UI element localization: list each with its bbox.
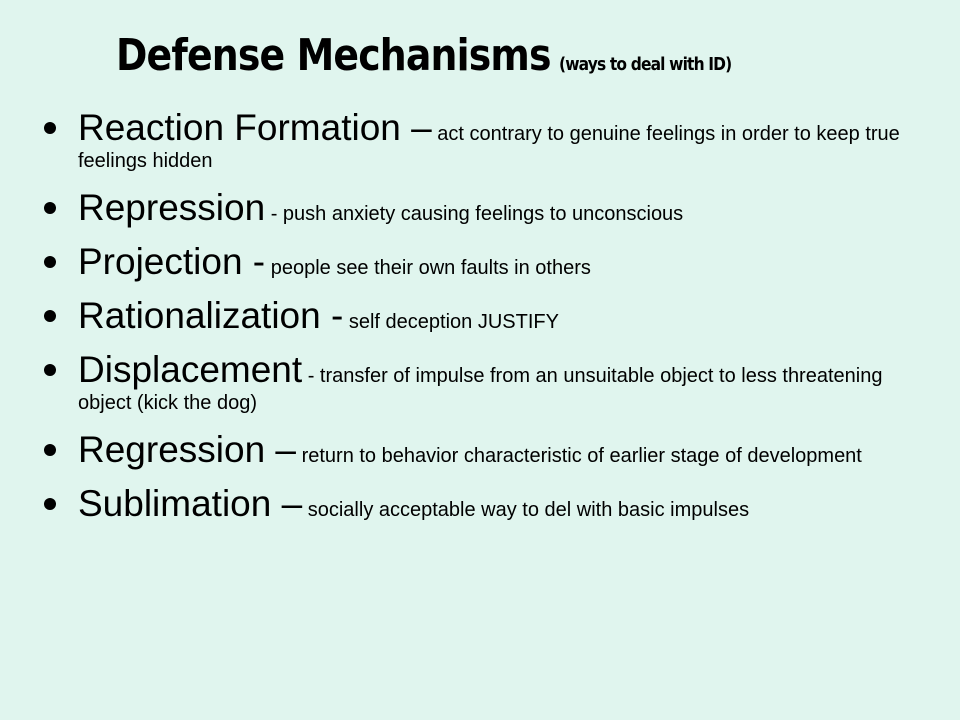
list-item <box>44 188 924 228</box>
list-item <box>44 430 924 470</box>
title-main: Defense Mechanisms <box>116 30 551 81</box>
list-item <box>44 350 924 416</box>
bullet-icon <box>44 444 56 456</box>
item-term: Projection - <box>78 241 266 282</box>
slide-title <box>116 30 760 81</box>
item-desc: self deception JUSTIFY <box>343 311 559 333</box>
list-item <box>44 242 924 282</box>
bullet-icon <box>44 122 56 134</box>
item-term: Rationalization - <box>78 295 344 336</box>
item-desc: - transfer of impulse from an unsuitable object to less threatening object (kick the dog) <box>78 365 883 414</box>
item-desc: - push anxiety causing feelings to unconscious <box>265 203 684 225</box>
item-term: Repression <box>78 187 266 228</box>
item-term: Sublimation – <box>78 483 303 524</box>
item-desc: socially acceptable way to del with basic impulses <box>302 499 750 521</box>
list-item <box>44 108 924 174</box>
bullet-icon <box>44 498 56 510</box>
item-term: Displacement <box>78 349 303 390</box>
bullet-icon <box>44 310 56 322</box>
list-item <box>44 296 924 336</box>
item-term: Regression – <box>78 429 297 470</box>
bullet-list <box>44 108 924 538</box>
bullet-icon <box>44 202 56 214</box>
item-desc: people see their own faults in others <box>265 257 591 279</box>
item-desc: act contrary to genuine feelings in order to keep true feelings hidden <box>78 123 900 172</box>
title-subtitle: (ways to deal with ID) <box>559 54 732 75</box>
item-desc: return to behavior characteristic of earlier stage of development <box>296 445 862 467</box>
item-term: Reaction Formation – <box>78 107 432 148</box>
bullet-icon <box>44 256 56 268</box>
bullet-icon <box>44 364 56 376</box>
list-item <box>44 484 924 524</box>
